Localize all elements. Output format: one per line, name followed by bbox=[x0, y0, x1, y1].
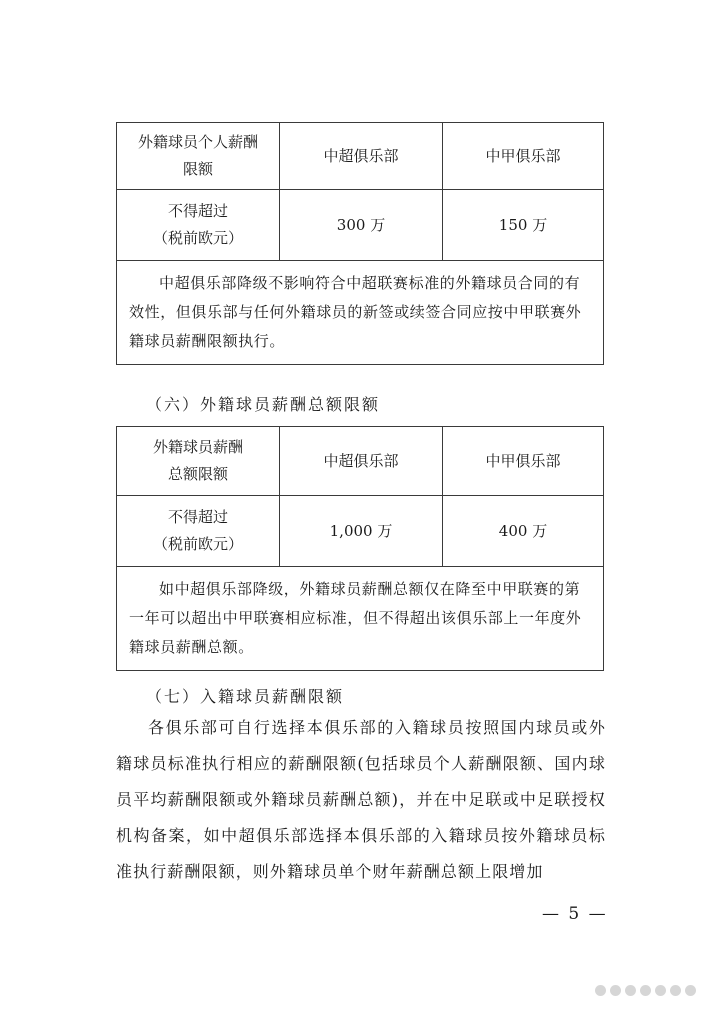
table-note: 中超俱乐部降级不影响符合中超联赛标准的外籍球员合同的有效性，但俱乐部与任何外籍球员的新签或续签合同应按中甲联赛外籍球员薪酬限额执行。 bbox=[117, 261, 604, 365]
table-note-row bbox=[117, 261, 604, 365]
header-cell-cl1: 中甲俱乐部 bbox=[443, 427, 604, 496]
page-number: — 5 — bbox=[542, 904, 608, 924]
header-cell-csl: 中超俱乐部 bbox=[280, 427, 443, 496]
table-row bbox=[117, 496, 604, 567]
individual-salary-limit-table bbox=[116, 122, 604, 365]
watermark-icon bbox=[595, 985, 696, 996]
header-cell-category bbox=[117, 427, 280, 496]
csl-value-cell: 1,000 万 bbox=[280, 496, 443, 567]
header-category-line1: 外籍球员薪酬 bbox=[152, 438, 243, 456]
watermark-dot-icon bbox=[625, 985, 636, 996]
header-cell-csl: 中超俱乐部 bbox=[280, 123, 443, 190]
table-note: 如中超俱乐部降级，外籍球员薪酬总额仅在降至中甲联赛的第一年可以超出中甲联赛相应标准，但不得超出该俱乐部上一年度外籍球员薪酬总额。 bbox=[117, 567, 604, 671]
table-header-row bbox=[117, 427, 604, 496]
cl1-value-cell: 400 万 bbox=[443, 496, 604, 567]
header-cell-cl1: 中甲俱乐部 bbox=[443, 123, 604, 190]
table-header-row bbox=[117, 123, 604, 190]
header-cell-category bbox=[117, 123, 280, 190]
watermark-dot-icon bbox=[670, 985, 681, 996]
section-heading-six: （六）外籍球员薪酬总额限额 bbox=[146, 395, 381, 414]
row-label-line2: （税前欧元） bbox=[152, 229, 243, 247]
cl1-value-cell: 150 万 bbox=[443, 190, 604, 261]
total-salary-limit-table bbox=[116, 426, 604, 671]
row-label-line1: 不得超过 bbox=[167, 508, 228, 526]
body-paragraph: 各俱乐部可自行选择本俱乐部的入籍球员按照国内球员或外籍球员标准执行相应的薪酬限额(包括球员个人薪酬限额、国内球员平均薪酬限额或外籍球员薪酬总额)，并在中足联或中足联授权机构备案，如中超俱乐部选择本俱乐部的入籍球员按外籍球员标准执行薪酬限额，则外籍球员单个财年薪酬总额上限增加 bbox=[116, 718, 606, 881]
row-label-cell bbox=[117, 190, 280, 261]
row-label-cell bbox=[117, 496, 280, 567]
table-note-row bbox=[117, 567, 604, 671]
header-category-line1: 外籍球员个人薪酬 bbox=[137, 133, 258, 151]
watermark-dot-icon bbox=[640, 985, 651, 996]
row-label-line1: 不得超过 bbox=[167, 202, 228, 220]
header-category-line2: 限额 bbox=[182, 160, 213, 178]
row-label-line2: （税前欧元） bbox=[152, 535, 243, 553]
watermark-dot-icon bbox=[655, 985, 666, 996]
watermark-dot-icon bbox=[685, 985, 696, 996]
header-category-line2: 总额限额 bbox=[167, 465, 228, 483]
watermark-dot-icon bbox=[595, 985, 606, 996]
section-heading-seven: （七）入籍球员薪酬限额 bbox=[146, 687, 345, 706]
csl-value-cell: 300 万 bbox=[280, 190, 443, 261]
watermark-dot-icon bbox=[610, 985, 621, 996]
table-row bbox=[117, 190, 604, 261]
